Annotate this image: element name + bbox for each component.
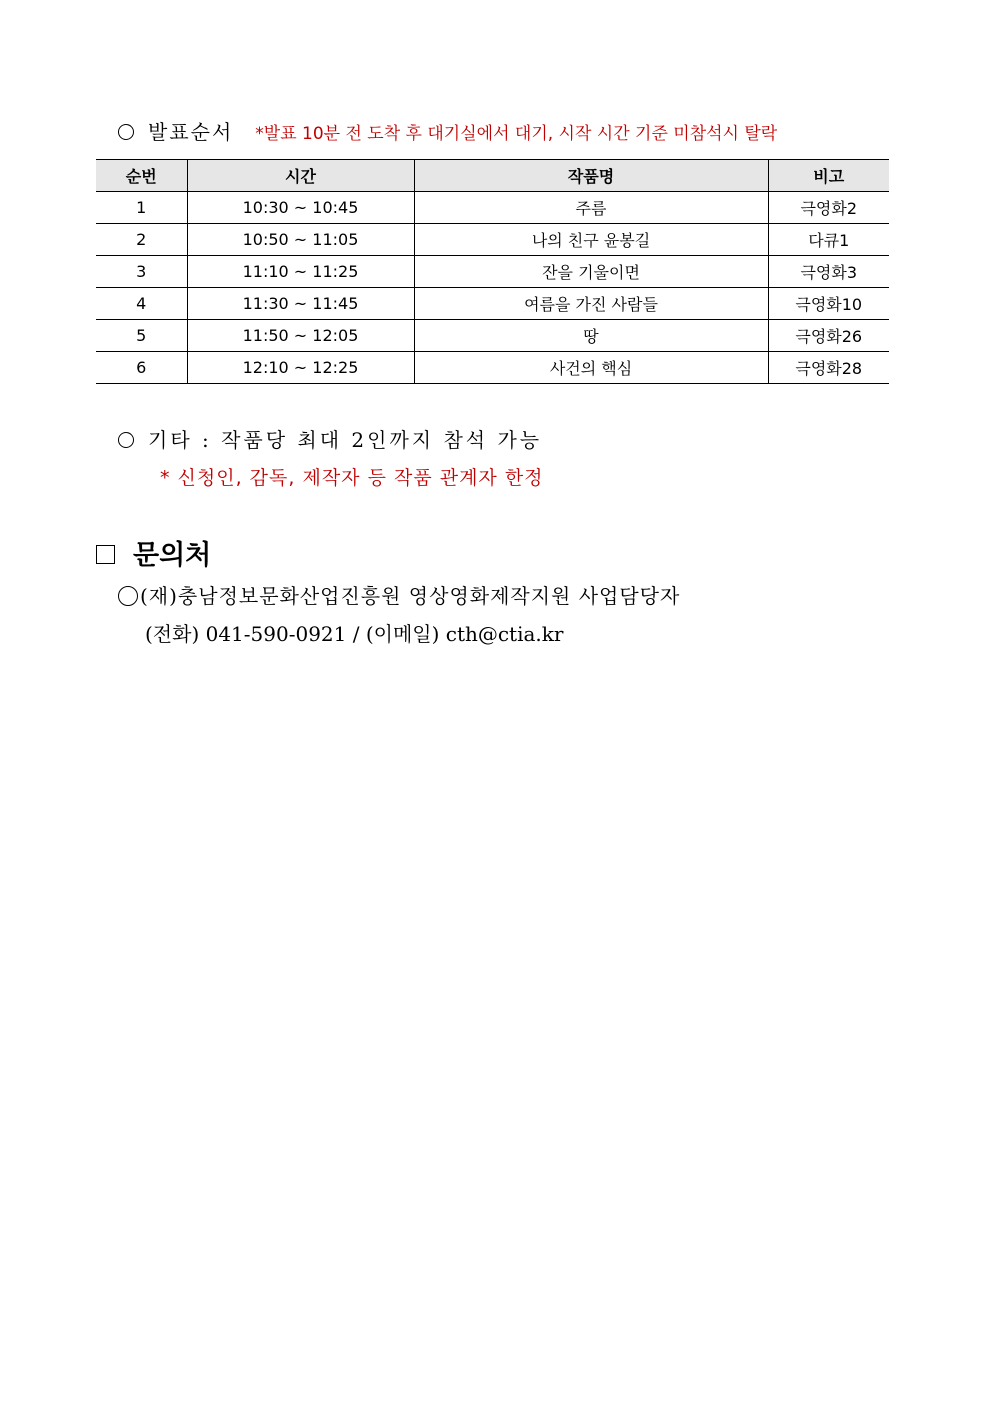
circle-bullet-icon: [118, 432, 134, 448]
presentation-order-heading: [118, 116, 777, 145]
cell-no: 5: [96, 320, 187, 352]
cell-title: 나의 친구 윤봉길: [414, 224, 768, 256]
table-header-row: [96, 160, 889, 192]
cell-time: 11:30 ~ 11:45: [187, 288, 414, 320]
table-row: [96, 256, 889, 288]
cell-title: 땅: [414, 320, 768, 352]
presentation-order-title: 발표순서: [148, 120, 234, 144]
cell-time: 10:30 ~ 10:45: [187, 192, 414, 224]
cell-remark: 극영화28: [768, 352, 889, 384]
contact-organization: [118, 580, 680, 609]
presentation-order-table: [96, 159, 889, 384]
table-row: [96, 352, 889, 384]
contact-phone-email: (전화) 041-590-0921 / (이메일) cth@ctia.kr: [145, 622, 564, 646]
cell-time: 10:50 ~ 11:05: [187, 224, 414, 256]
cell-remark: 다큐1: [768, 224, 889, 256]
table-row: [96, 192, 889, 224]
cell-remark: 극영화10: [768, 288, 889, 320]
contact-org-text: (재)충남정보문화산업진흥원 영상영화제작지원 사업담당자: [140, 584, 681, 608]
column-header-no: 순번: [96, 160, 187, 192]
contact-heading: [96, 533, 211, 572]
circle-bullet-icon: [118, 586, 138, 606]
cell-title: 잔을 기울이면: [414, 256, 768, 288]
cell-title: 주름: [414, 192, 768, 224]
presentation-order-note: *발표 10분 전 도착 후 대기실에서 대기, 시작 시간 기준 미참석시 탈락: [255, 124, 778, 144]
cell-remark: 극영화3: [768, 256, 889, 288]
misc-text: 기타 : 작품당 최대 2인까지 참석 가능: [148, 428, 543, 452]
cell-no: 4: [96, 288, 187, 320]
cell-no: 1: [96, 192, 187, 224]
cell-no: 6: [96, 352, 187, 384]
misc-section: [118, 424, 542, 453]
column-header-remark: 비고: [768, 160, 889, 192]
misc-note: * 신청인, 감독, 제작자 등 작품 관계자 한정: [160, 467, 544, 489]
cell-no: 2: [96, 224, 187, 256]
cell-title: 여름을 가진 사람들: [414, 288, 768, 320]
cell-time: 12:10 ~ 12:25: [187, 352, 414, 384]
contact-title: 문의처: [133, 540, 212, 571]
cell-time: 11:50 ~ 12:05: [187, 320, 414, 352]
column-header-title: 작품명: [414, 160, 768, 192]
cell-title: 사건의 핵심: [414, 352, 768, 384]
table-row: [96, 288, 889, 320]
circle-bullet-icon: [118, 124, 134, 140]
cell-remark: 극영화2: [768, 192, 889, 224]
cell-no: 3: [96, 256, 187, 288]
column-header-time: 시간: [187, 160, 414, 192]
cell-time: 11:10 ~ 11:25: [187, 256, 414, 288]
square-bullet-icon: [96, 545, 115, 564]
table-row: [96, 320, 889, 352]
table-row: [96, 224, 889, 256]
cell-remark: 극영화26: [768, 320, 889, 352]
